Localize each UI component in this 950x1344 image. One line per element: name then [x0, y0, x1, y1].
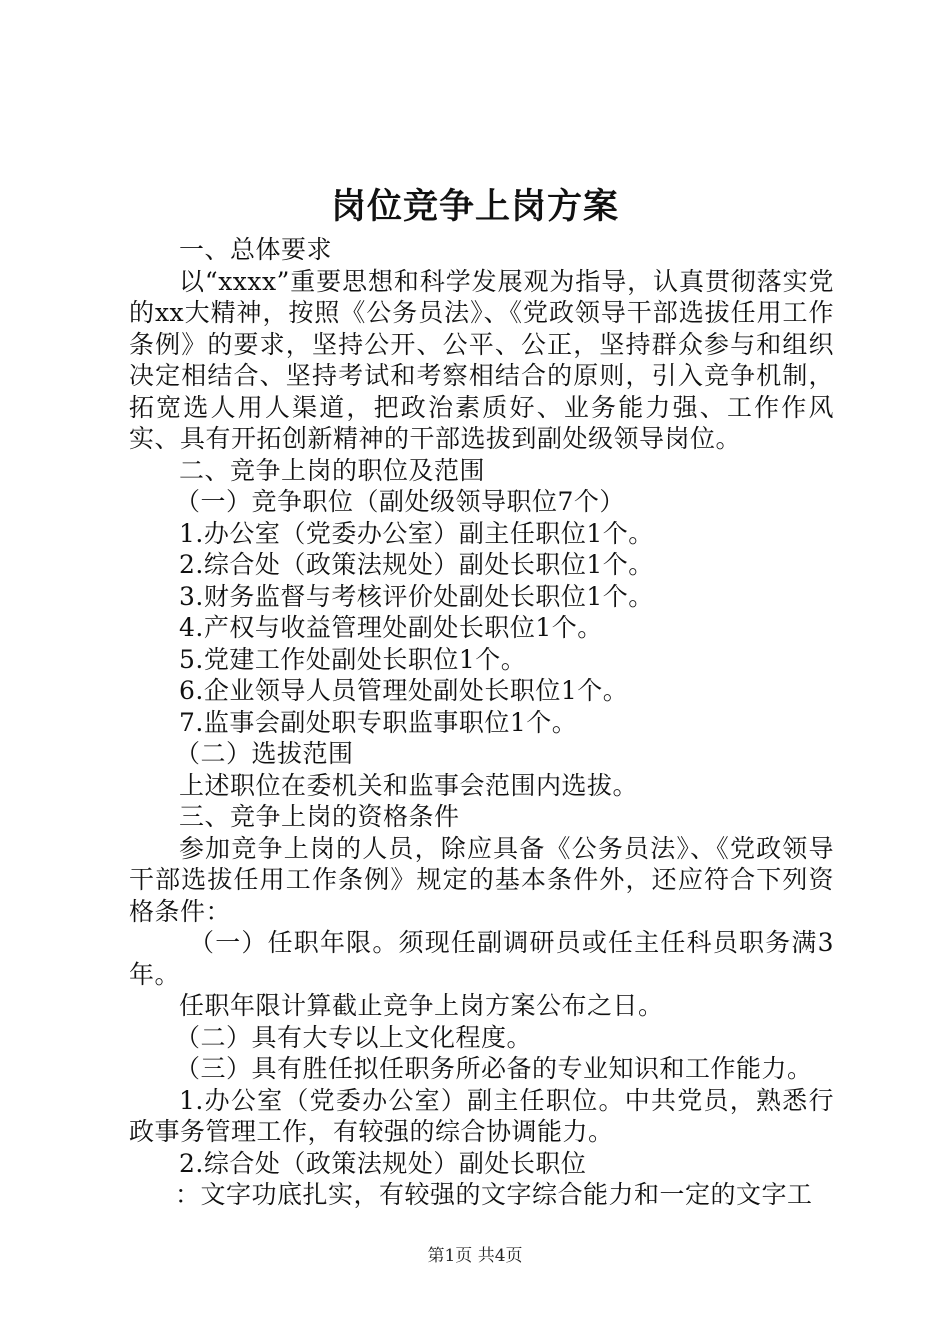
paragraph: 任职年限计算截止竞争上岗方案公布之日。: [179, 991, 664, 1020]
document-body: [129, 234, 834, 1211]
paragraph: 一、总体要求: [179, 235, 333, 264]
paragraph: 二、竞争上岗的职位及范围: [179, 455, 486, 485]
paragraph: 7.监事会副处职专职监事职位1个。: [179, 707, 578, 737]
paragraph: （一）竞争职位（副处级领导职位7个）: [175, 487, 625, 516]
paragraph: 3.财务监督与考核评价处副处长职位1个。: [179, 581, 654, 611]
paragraph: 6.企业领导人员管理处副处长职位1个。: [179, 676, 629, 705]
paragraph: 1.办公室（党委办公室）副主任职位1个。: [179, 518, 654, 548]
paragraph: 上述职位在委机关和监事会范围内选拔。: [179, 770, 639, 800]
paragraph: （一）任职年限。须现任副调研员或任主任科员职务满3年。: [129, 928, 834, 989]
paragraph: 参加竞争上岗的人员，除应具备《公务员法》、《党政领导干部选拔任用工作条例》规定的基本条件外，还应符合下列资格条件：: [129, 833, 834, 926]
paragraph: 2.综合处（政策法规处）副处长职位: [179, 1148, 587, 1178]
page-footer: 第1页 共4页: [427, 1246, 523, 1266]
document-title: 岗位竞争上岗方案: [330, 186, 619, 227]
paragraph: ：文字功底扎实，有较强的文字综合能力和一定的文字工: [175, 1180, 813, 1209]
paragraph: 2.综合处（政策法规处）副处长职位1个。: [179, 550, 654, 579]
paragraph: （三）具有胜任拟任职务所必备的专业知识和工作能力。: [175, 1054, 813, 1083]
paragraph: 1.办公室（党委办公室）副主任职位。中共党员，熟悉行政事务管理工作，有较强的综合协调能力。: [129, 1085, 834, 1146]
paragraph: （二）选拔范围: [175, 739, 354, 768]
paragraph: 三、竞争上岗的资格条件: [179, 802, 460, 831]
paragraph: 4.产权与收益管理处副处长职位1个。: [179, 613, 603, 642]
paragraph: 以“xxxx”重要思想和科学发展观为指导，认真贯彻落实党的xx大精神，按照《公务员法》、《党政领导干部选拔任用工作条例》的要求，坚持公开、公平、公正，坚持群众参与和组织决定相结合、坚持考试和考察相结合的原则，引入竞争机制，拓宽选人用人渠道，把政治素质好、业务能力强、工作作风实、具有开拓创新精神的干部选拔到副处级领导岗位。: [129, 266, 834, 453]
paragraph: 5.党建工作处副处长职位1个。: [179, 644, 527, 674]
paragraph: （二）具有大专以上文化程度。: [175, 1022, 533, 1052]
